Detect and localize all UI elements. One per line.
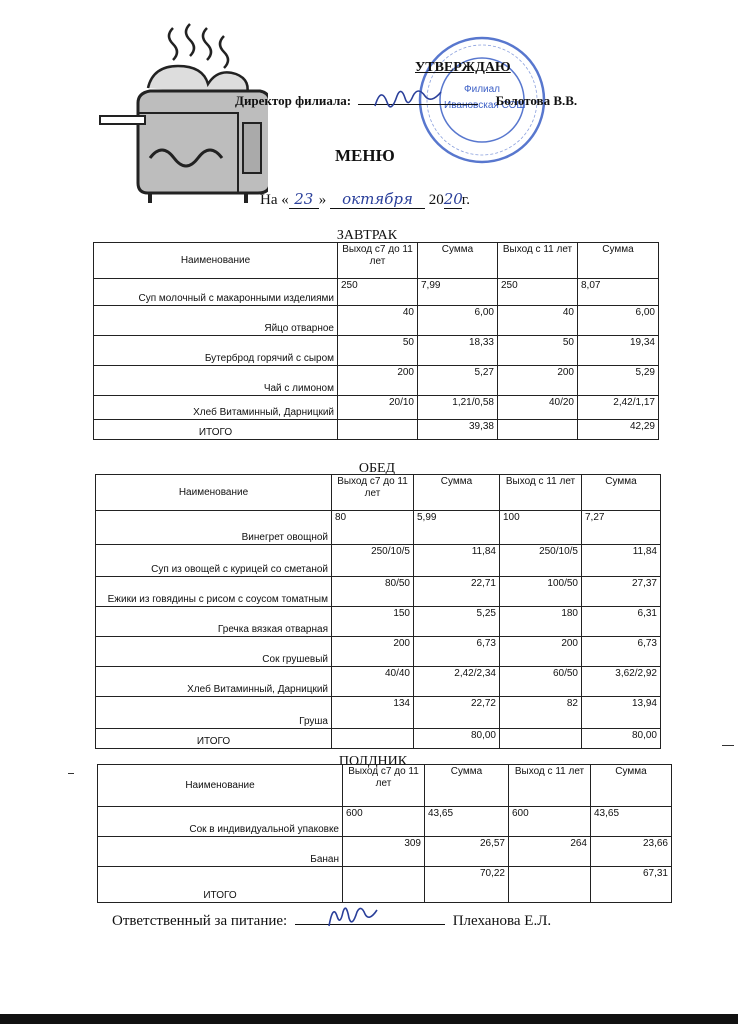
- total-cell: 42,29: [578, 420, 659, 440]
- cell-sum-7-11: 1,21/0,58: [418, 396, 498, 420]
- table-row: [96, 607, 661, 637]
- date-day: 23: [289, 190, 319, 209]
- cell-sum-7-11: 22,71: [414, 577, 500, 607]
- cell-yield-11: 180: [500, 607, 582, 637]
- cell-yield-7-11: 309: [343, 837, 425, 867]
- col-yield-7-11: Выход с7 до 11 лет: [338, 243, 418, 279]
- cell-yield-11: 60/50: [500, 667, 582, 697]
- cell-yield-7-11: 20/10: [338, 396, 418, 420]
- cell-sum-11: 5,29: [578, 366, 659, 396]
- snack-table: [97, 764, 672, 903]
- col-yield-7-11: Выход с7 до 11 лет: [332, 475, 414, 511]
- cell-sum-7-11: 2,42/2,34: [414, 667, 500, 697]
- cell-sum-11: 6,73: [582, 637, 661, 667]
- cell-sum-7-11: 43,65: [425, 807, 509, 837]
- cell-name: Чай с лимоном: [94, 366, 338, 396]
- col-sum: Сумма: [582, 475, 661, 511]
- cell-sum-7-11: 6,73: [414, 637, 500, 667]
- cell-sum-11: 13,94: [582, 697, 661, 729]
- cell-yield-11: 100: [500, 511, 582, 545]
- table-row: [96, 637, 661, 667]
- cell-yield-11: 100/50: [500, 577, 582, 607]
- col-sum: Сумма: [418, 243, 498, 279]
- total-cell: 80,00: [582, 729, 661, 749]
- total-cell: 80,00: [414, 729, 500, 749]
- cell-name: Суп из овощей с курицей со сметаной: [96, 545, 332, 577]
- cell-name: Бутерброд горячий с сыром: [94, 336, 338, 366]
- table-row: [94, 336, 659, 366]
- cell-sum-7-11: 5,25: [414, 607, 500, 637]
- total-label: ИТОГО: [98, 867, 343, 903]
- col-yield-11: Выход с 11 лет: [509, 765, 591, 807]
- stamp-line-1: Филиал: [464, 84, 501, 95]
- cell-sum-11: 2,42/1,17: [578, 396, 659, 420]
- total-cell: [338, 420, 418, 440]
- total-cell: [498, 420, 578, 440]
- date-month: октября: [330, 190, 425, 209]
- director-label: Директор филиала:: [235, 93, 352, 108]
- stamp-line-2: Ивановская СОШ: [444, 100, 526, 111]
- cell-yield-11: 200: [500, 637, 582, 667]
- scan-mark: [722, 745, 734, 746]
- cell-yield-11: 40: [498, 306, 578, 336]
- cell-name: Груша: [96, 697, 332, 729]
- date-year-prefix: 20: [428, 192, 444, 208]
- cell-yield-11: 250/10/5: [500, 545, 582, 577]
- toaster-illustration: [98, 18, 268, 208]
- cell-sum-11: 43,65: [591, 807, 672, 837]
- cell-yield-7-11: 40: [338, 306, 418, 336]
- col-sum: Сумма: [591, 765, 672, 807]
- table-row: [96, 545, 661, 577]
- table-row: [96, 667, 661, 697]
- snack-rows: [98, 807, 672, 903]
- cell-sum-11: 27,37: [582, 577, 661, 607]
- table-row: [94, 306, 659, 336]
- cell-yield-11: 250: [498, 279, 578, 306]
- col-sum: Сумма: [414, 475, 500, 511]
- cell-name: Банан: [98, 837, 343, 867]
- col-name: Наименование: [94, 243, 338, 279]
- date-year: 20: [443, 190, 463, 208]
- cell-yield-11: 40/20: [498, 396, 578, 420]
- table-row: [98, 837, 672, 867]
- col-sum: Сумма: [425, 765, 509, 807]
- total-cell: [343, 867, 425, 903]
- cell-sum-7-11: 6,00: [418, 306, 498, 336]
- cell-sum-7-11: 5,99: [414, 511, 500, 545]
- date-prefix: На «: [260, 192, 289, 208]
- cell-yield-11: 264: [509, 837, 591, 867]
- col-yield-11: Выход с 11 лет: [500, 475, 582, 511]
- date-mid: »: [318, 192, 327, 208]
- total-cell: 70,22: [425, 867, 509, 903]
- cell-sum-7-11: 7,99: [418, 279, 498, 306]
- table-row: [96, 511, 661, 545]
- table-row: [94, 366, 659, 396]
- total-label: ИТОГО: [96, 729, 332, 749]
- cell-sum-7-11: 26,57: [425, 837, 509, 867]
- breakfast-rows: [94, 279, 659, 440]
- cell-yield-11: 200: [498, 366, 578, 396]
- table-header-row: [94, 243, 659, 279]
- cell-name: Сок в индивидуальной упаковке: [98, 807, 343, 837]
- table-row: [96, 577, 661, 607]
- cell-sum-7-11: 18,33: [418, 336, 498, 366]
- total-cell: [332, 729, 414, 749]
- menu-date: [260, 190, 470, 209]
- cell-sum-11: 6,00: [578, 306, 659, 336]
- cell-yield-11: 50: [498, 336, 578, 366]
- total-row: [94, 420, 659, 440]
- table-row: [94, 396, 659, 420]
- cell-yield-7-11: 40/40: [332, 667, 414, 697]
- cell-sum-7-11: 11,84: [414, 545, 500, 577]
- cell-sum-7-11: 5,27: [418, 366, 498, 396]
- cell-yield-7-11: 150: [332, 607, 414, 637]
- cell-sum-11: 19,34: [578, 336, 659, 366]
- cell-yield-7-11: 200: [338, 366, 418, 396]
- table-row: [98, 807, 672, 837]
- footer-label: Ответственный за питание:: [112, 913, 288, 929]
- col-name: Наименование: [96, 475, 332, 511]
- total-cell: [509, 867, 591, 903]
- cell-yield-7-11: 134: [332, 697, 414, 729]
- cell-name: Хлеб Витаминный, Дарницкий: [94, 396, 338, 420]
- cell-yield-7-11: 80/50: [332, 577, 414, 607]
- cell-sum-11: 23,66: [591, 837, 672, 867]
- cell-name: Сок грушевый: [96, 637, 332, 667]
- col-sum: Сумма: [578, 243, 659, 279]
- table-header-row: [96, 475, 661, 511]
- cell-yield-7-11: 50: [338, 336, 418, 366]
- scan-border: [0, 1014, 738, 1024]
- cell-sum-11: 8,07: [578, 279, 659, 306]
- snack-title: ПОЛДНИК: [338, 754, 408, 769]
- total-cell: 39,38: [418, 420, 498, 440]
- table-row: [94, 279, 659, 306]
- director-name: Болотова В.В.: [495, 93, 578, 108]
- lunch-rows: [96, 511, 661, 749]
- date-suffix: г.: [461, 192, 470, 208]
- breakfast-title: ЗАВТРАК: [336, 228, 398, 243]
- col-name: Наименование: [98, 765, 343, 807]
- table-row: [96, 697, 661, 729]
- page-title: МЕНЮ: [335, 146, 395, 165]
- cell-yield-7-11: 250: [338, 279, 418, 306]
- cell-yield-11: 82: [500, 697, 582, 729]
- cell-sum-11: 7,27: [582, 511, 661, 545]
- approval-heading: УТВЕРЖДАЮ: [415, 60, 511, 75]
- total-row: [96, 729, 661, 749]
- cell-yield-11: 600: [509, 807, 591, 837]
- cell-name: Ежики из говядины с рисом с соусом томатным: [96, 577, 332, 607]
- cell-name: Яйцо отварное: [94, 306, 338, 336]
- responsible-signature: [325, 902, 385, 932]
- cell-name: Хлеб Витаминный, Дарницкий: [96, 667, 332, 697]
- cell-yield-7-11: 250/10/5: [332, 545, 414, 577]
- cell-sum-11: 3,62/2,92: [582, 667, 661, 697]
- cell-name: Винегрет овощной: [96, 511, 332, 545]
- total-cell: 67,31: [591, 867, 672, 903]
- lunch-table: [95, 474, 661, 749]
- breakfast-table: [93, 242, 659, 440]
- scan-mark: [68, 773, 74, 774]
- lunch-title: ОБЕД: [358, 461, 396, 476]
- cell-yield-7-11: 200: [332, 637, 414, 667]
- director-signature: [370, 84, 450, 114]
- cell-yield-7-11: 600: [343, 807, 425, 837]
- cell-name: Гречка вязкая отварная: [96, 607, 332, 637]
- total-label: ИТОГО: [94, 420, 338, 440]
- table-header-row: [98, 765, 672, 807]
- cell-name: Суп молочный с макаронными изделиями: [94, 279, 338, 306]
- col-yield-11: Выход с 11 лет: [498, 243, 578, 279]
- cell-sum-11: 6,31: [582, 607, 661, 637]
- cell-sum-7-11: 22,72: [414, 697, 500, 729]
- cell-sum-11: 11,84: [582, 545, 661, 577]
- footer-name: Плеханова Е.Л.: [452, 913, 552, 929]
- total-cell: [500, 729, 582, 749]
- total-row: [98, 867, 672, 903]
- col-yield-7-11: Выход с7 до 11 лет: [343, 765, 425, 807]
- cell-yield-7-11: 80: [332, 511, 414, 545]
